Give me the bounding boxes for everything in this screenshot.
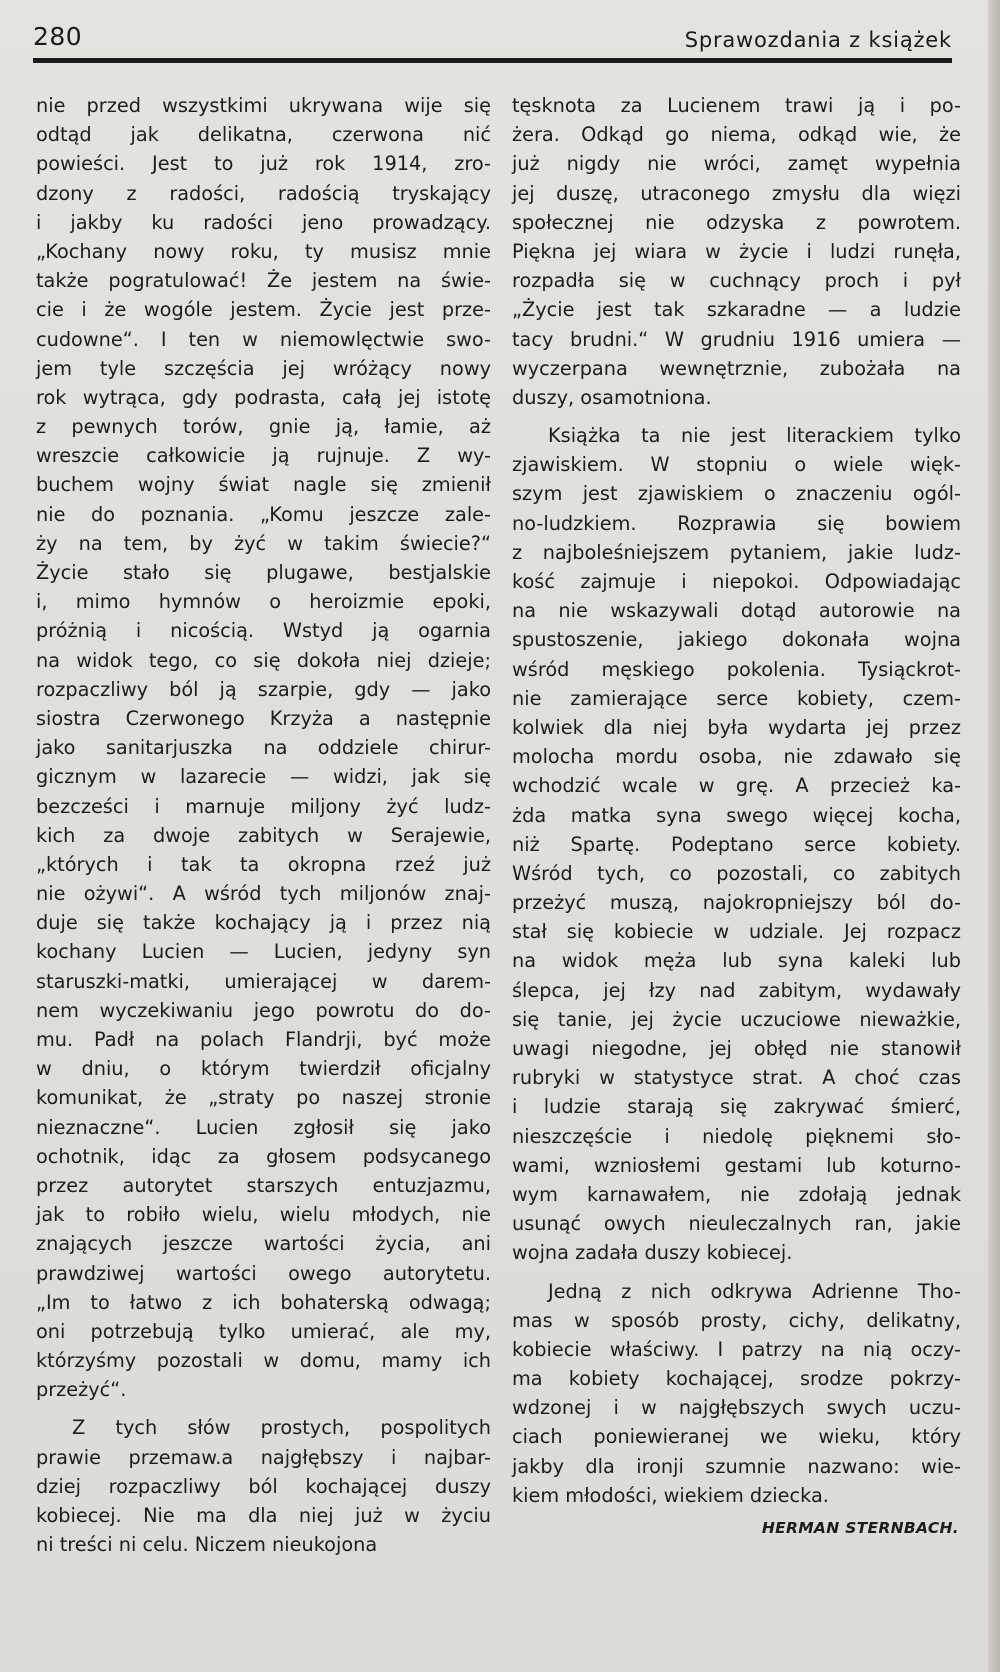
text-line: buchem wojny świat nagle się zmienił: [36, 473, 491, 497]
text-line: zjawiskiem. W stopniu o wiele więk-: [512, 453, 961, 477]
text-line: no-ludzkiem. Rozprawia się bowiem: [512, 511, 961, 535]
text-line: molocha mordu osoba, nie zdawało się: [512, 745, 961, 769]
page-edge: [988, 0, 1000, 1672]
text-line: Życie stało się plugawe, bestjalskie: [36, 561, 491, 584]
text-line: dziej rozpaczliwy ból kochającej duszy: [36, 1474, 491, 1498]
text-line: nieznaczne“. Lucien zgłosił się jako: [36, 1115, 491, 1139]
text-line: niż Spartę. Podeptano serce kobiety.: [512, 832, 961, 856]
text-line: Piękna jej wiara w życie i ludzi runęła,: [512, 239, 961, 263]
text-line: prawdziwej wartości owego autorytetu.: [36, 1261, 491, 1285]
text-line: kochany Lucien — Lucien, jedyny syn: [36, 940, 491, 964]
text-line: w dniu, o którym twierdził oficjalny: [36, 1057, 491, 1081]
text-line: znających jeszcze wartości życia, ani: [36, 1232, 491, 1256]
text-line: kiem młodości, wiekiem dziecka.: [512, 1483, 829, 1507]
text-line: także pogratulować! Że jestem na świe-: [36, 269, 491, 293]
running-head: Sprawozdania z książek: [684, 28, 952, 52]
text-line: nie do poznania. „Komu jeszcze zale-: [36, 502, 491, 526]
text-line: i jakby ku radości jeno prowadzący.: [36, 210, 491, 234]
text-line: „Im to łatwo z ich bohaterską odwagą;: [36, 1290, 491, 1314]
text-line: szym jest zjawiskiem o znaczeniu ogól-: [512, 482, 961, 506]
text-line: odtąd jak delikatna, czerwona nić: [36, 123, 491, 147]
text-line: kolwiek dla niej była wydarta jej przez: [512, 715, 961, 739]
text-line: z pewnych torów, gnie ją, łamie, aż: [36, 415, 491, 439]
text-line: Jedną z nich odkrywa Adrienne Tho-: [548, 1279, 961, 1303]
page-number: 280: [33, 22, 83, 51]
text-line: duje się także kochający ją i przez nią: [36, 911, 491, 935]
text-line: przeżyć“.: [36, 1378, 127, 1402]
text-line: ciach poniewieranej we wieku, który: [512, 1425, 961, 1449]
text-line: „Życie jest tak szkaradne — a ludzie: [512, 298, 961, 322]
text-line: ochotnik, idąc za głosem podsycanego: [36, 1144, 491, 1168]
text-line: wreszcie całkowicie ją rujnuje. Z wy-: [36, 444, 491, 468]
text-line: jako sanitarjuszka na oddziele chirur-: [36, 736, 491, 760]
text-line: nieszczęście i niedolę pięknemi sło-: [512, 1124, 961, 1148]
text-line: i ludzie starają się zakrywać śmierć,: [512, 1095, 961, 1119]
text-line: wojna zadała duszy kobiecej.: [512, 1241, 793, 1265]
text-line: spustoszenie, jakiego dokonała wojna: [512, 628, 961, 652]
text-line: nie przed wszystkimi ukrywana wije się: [36, 94, 491, 117]
text-line: oni potrzebują tylko umierać, ale my,: [36, 1319, 491, 1343]
text-line: próżnią i nicością. Wstyd ją ogarnia: [36, 619, 491, 643]
text-line: kobiecie właściwy. I patrzy na nią oczy-: [512, 1337, 961, 1361]
text-line: uwagi niegodne, jej obłęd nie stanowił: [512, 1037, 961, 1060]
text-line: Wśród tych, co pozostali, co zabitych: [512, 861, 961, 885]
text-line: dzony z radości, radością tryskający: [36, 181, 491, 205]
text-line: komunikat, że „straty po naszej stronie: [36, 1086, 491, 1110]
text-line: staruszki-matki, umierającej w darem-: [36, 969, 491, 993]
text-line: „których i tak ta okropna rzeź już: [36, 852, 491, 876]
paragraph-gap: [36, 1404, 491, 1413]
text-line: wami, wzniosłemi gestami lub koturno-: [512, 1153, 961, 1177]
text-line: siostra Czerwonego Krzyża a następnie: [36, 706, 491, 730]
text-line: wym karnawałem, nie zdołają jednak: [512, 1182, 961, 1206]
right-column: [512, 91, 961, 1543]
text-line: duszy, osamotniona.: [512, 385, 712, 409]
text-line: przeżyć muszą, najokropniejszy ból do-: [512, 891, 961, 915]
text-line: rubryki w statystyce strat. A choć czas: [512, 1066, 961, 1090]
text-line: kość zajmuje i niepokoi. Odpowiadając: [512, 570, 961, 593]
text-line: ni treści ni celu. Niczem nieukojona: [36, 1533, 378, 1557]
text-line: i, mimo hymnów o heroizmie epoki,: [36, 590, 491, 614]
text-line: Z tych słów prostych, pospolitych: [72, 1416, 491, 1440]
text-line: mu. Padł na polach Flandrji, być może: [36, 1028, 491, 1051]
header-rule: [33, 58, 952, 63]
text-line: wchodzić wcale w grę. A przecież ka-: [512, 774, 961, 798]
text-line: cie i że wogóle jestem. Życie jest prze-: [36, 298, 491, 322]
paragraph-gap: [512, 1268, 961, 1277]
text-line: wśród męskiego pokolenia. Tysiąckrot-: [512, 657, 961, 681]
text-line: ma kobiety kochającej, srodze pokrzy-: [512, 1367, 961, 1391]
text-line: „Kochany nowy roku, ty musisz mnie: [36, 239, 491, 263]
text-line: nie ożywi“. A wśród tych miljonów znaj-: [36, 882, 491, 906]
text-line: przez autorytet starszych entuzjazmu,: [36, 1173, 491, 1197]
text-line: tęsknota za Lucienem trawi ją i po-: [512, 94, 961, 117]
text-line: wyczerpana wewnętrznie, zubożała na: [512, 356, 961, 380]
left-column: [36, 91, 491, 1559]
author-signature: HERMAN STERNBACH.: [761, 1519, 959, 1537]
text-line: jem tyle szczęścia jej wróżący nowy: [36, 356, 491, 380]
text-line: ży na tem, by żyć w takim świecie?“: [36, 531, 491, 555]
text-line: Książka ta nie jest literackiem tylko: [548, 424, 961, 448]
text-line: ślepca, jej łzy nad zabitym, wydawały: [512, 978, 961, 1002]
text-line: jak to robiło wielu, wielu młodych, nie: [36, 1203, 491, 1227]
text-line: na widok męża lub syna kaleki lub: [512, 949, 961, 973]
text-line: prawie przemaw.a najgłębszy i najbar-: [36, 1445, 491, 1469]
text-line: powieści. Jest to już rok 1914, zro-: [36, 152, 491, 176]
text-line: z najboleśniejszem pytaniem, jakie ludz-: [512, 540, 961, 564]
text-line: na widok tego, co się dokoła niej dzieje;: [36, 648, 491, 672]
paragraph-gap: [512, 412, 961, 421]
text-line: stał się kobiecie w udziale. Jej rozpacz: [512, 920, 961, 944]
text-line: rozpaczliwy ból ją szarpie, gdy — jako: [36, 677, 491, 701]
text-line: mas w sposób prosty, cichy, delikatny,: [512, 1308, 961, 1332]
text-line: rok wytrąca, gdy podrasta, całą jej istotę: [36, 385, 491, 409]
text-line: na nie wskazywali dotąd autorowie na: [512, 599, 961, 623]
text-line: nem wyczekiwaniu jego powrotu do do-: [36, 998, 491, 1022]
text-line: się tanie, jej życie uczuciowe nieważkie,: [512, 1007, 961, 1031]
text-line: którzyśmy pozostali w domu, mamy ich: [36, 1349, 491, 1373]
text-line: jakby dla ironji szumnie nazwano: wie-: [512, 1454, 961, 1478]
text-line: gicznym w lazarecie — widzi, jak się: [36, 765, 491, 789]
text-line: żera. Odkąd go niema, odkąd wie, że: [512, 123, 961, 147]
text-line: kich za dwoje zabitych w Serajewie,: [36, 823, 491, 847]
text-line: bezcześci i marnuje miljony żyć ludz-: [36, 794, 491, 818]
text-line: cudowne“. I ten w niemowlęctwie swo-: [36, 327, 491, 351]
text-line: tacy brudni.“ W grudniu 1916 umiera —: [512, 327, 961, 351]
text-line: nie zamierające serce kobiety, czem-: [512, 686, 961, 710]
text-line: społecznej nie odzyska z powrotem.: [512, 210, 961, 234]
text-line: wdzonej i w najgłębszych swych uczu-: [512, 1396, 961, 1420]
text-line: usunąć owych nieuleczalnych ran, jakie: [512, 1212, 961, 1236]
text-line: już nigdy nie wróci, zamęt wypełnia: [512, 152, 961, 176]
text-line: żda matka syna swego więcej kocha,: [512, 803, 961, 827]
text-line: kobiecej. Nie ma dla niej już w życiu: [36, 1504, 491, 1527]
text-line: jej duszę, utraconego zmysłu dla więzi: [512, 181, 961, 205]
text-line: rozpadła się w cuchnący proch i pył: [512, 269, 961, 293]
